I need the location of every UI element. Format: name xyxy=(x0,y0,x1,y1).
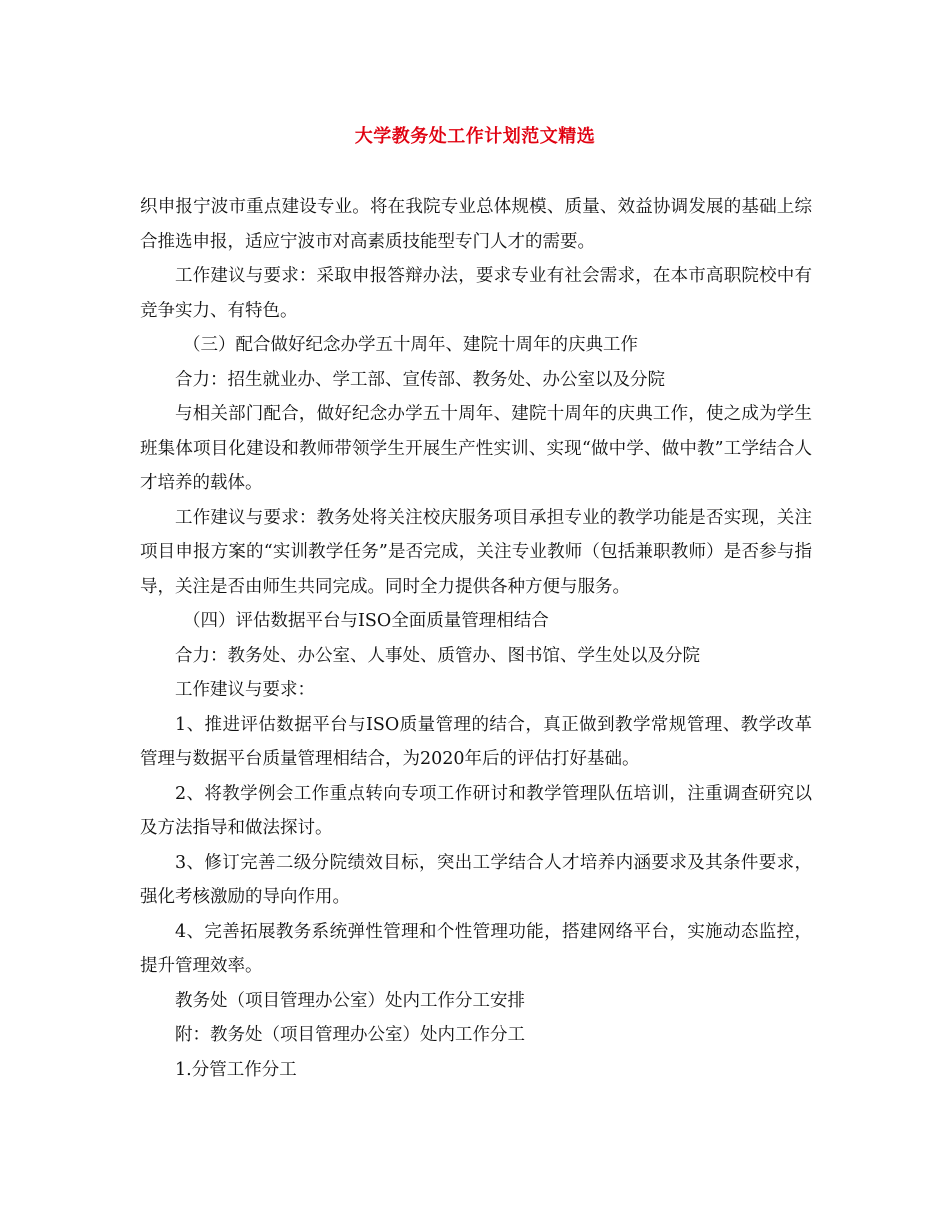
document-title: 大学教务处工作计划范文精选 xyxy=(354,126,596,147)
paragraph: 织申报宁波市重点建设专业。将在我院专业总体规模、质量、效益协调发展的基础上综合推选申报，适应宁波市对高素质技能型专门人才的需要。 xyxy=(140,197,812,252)
paragraph: 工作建议与要求：采取申报答辩办法，要求专业有社会需求，在本市高职院校中有竞争实力、有特色。 xyxy=(140,266,812,321)
list-item: 2、将教学例会工作重点转向专项工作研讨和教学管理队伍培训，注重调查研究以及方法指导和做法探讨。 xyxy=(140,783,812,838)
paragraph: 合力：教务处、办公室、人事处、质管办、图书馆、学生处以及分院 xyxy=(175,645,700,666)
section-heading: （三）配合做好纪念办学五十周年、建院十周年的庆典工作 xyxy=(183,335,638,355)
document-body xyxy=(140,190,812,1087)
paragraph: 与相关部门配合，做好纪念办学五十周年、建院十周年的庆典工作，使之成为学生班集体项目化建设和教师带领学生开展生产性实训、实现“做中学、做中教”工学结合人才培养的载体。 xyxy=(140,404,812,493)
paragraph: 工作建议与要求： xyxy=(175,680,315,700)
paragraph: 1.分管工作分工 xyxy=(175,1059,297,1080)
paragraph: 教务处（项目管理办公室）处内工作分工安排 xyxy=(175,990,525,1011)
paragraph: 附：教务处（项目管理办公室）处内工作分工 xyxy=(175,1025,525,1045)
list-item: 3、修订完善二级分院绩效目标，突出工学结合人才培养内涵要求及其条件要求，强化考核激励的导向作用。 xyxy=(140,852,812,907)
list-item: 1、推进评估数据平台与ISO质量管理的结合，真正做到教学常规管理、教学改革管理与数据平台质量管理相结合，为2020年后的评估打好基础。 xyxy=(140,714,812,769)
paragraph: 工作建议与要求：教务处将关注校庆服务项目承担专业的教学功能是否实现，关注项目申报方案的“实训教学任务”是否完成，关注专业教师（包括兼职教师）是否参与指导，关注是否由师生共同完成。同时全力提供各种方便与服务。 xyxy=(140,507,812,597)
section-heading: （四）评估数据平台与ISO全面质量管理相结合 xyxy=(183,611,549,631)
list-item: 4、完善拓展教务系统弹性管理和个性管理功能，搭建网络平台，实施动态监控，提升管理效率。 xyxy=(140,921,812,976)
paragraph: 合力：招生就业办、学工部、宣传部、教务处、办公室以及分院 xyxy=(175,369,665,390)
